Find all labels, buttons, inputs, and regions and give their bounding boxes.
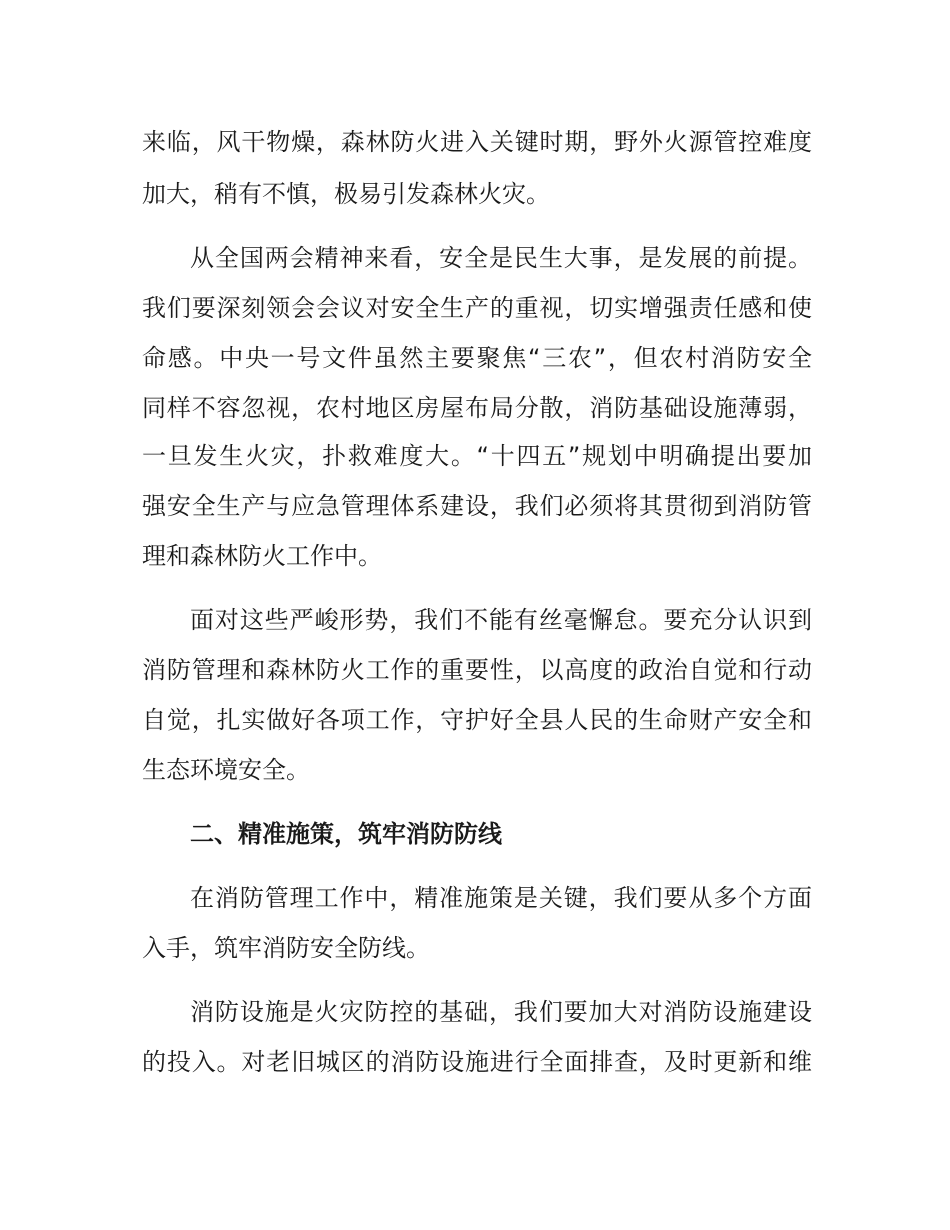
text-line: 理和森林防火工作中。: [142, 542, 382, 570]
text-line: 入手，筑牢消防安全防线。: [142, 934, 430, 962]
text-line: 加大，稍有不慎，极易引发森林火灾。: [142, 180, 550, 208]
text-line: 面对这些严峻形势，我们不能有丝毫懈怠。要充分认识到: [190, 606, 812, 634]
text-line: 自觉，扎实做好各项工作，守护好全县人民的生命财产安全和: [142, 706, 812, 734]
text-line: 来临，风干物燥，森林防火进入关键时期，野外火源管控难度: [142, 128, 812, 156]
text-line: 强安全生产与应急管理体系建设，我们必须将其贯彻到消防管: [142, 492, 812, 520]
text-line: 同样不容忽视，农村地区房屋布局分散，消防基础设施薄弱，: [142, 394, 812, 422]
text-line: 命感。中央一号文件虽然主要聚焦“三农”，但农村消防安全: [142, 344, 812, 372]
text-line: 在消防管理工作中，精准施策是关键，我们要从多个方面: [190, 884, 812, 912]
text-line: 消防设施是火灾防控的基础，我们要加大对消防设施建设: [190, 998, 812, 1026]
text-line: 一旦发生火灾，扑救难度大。“十四五”规划中明确提出要加: [142, 442, 812, 470]
text-line: 我们要深刻领会会议对安全生产的重视，切实增强责任感和使: [142, 294, 812, 322]
text-line: 生态环境安全。: [142, 756, 310, 784]
text-line: 的投入。对老旧城区的消防设施进行全面排查，及时更新和维: [142, 1048, 812, 1076]
text-line: 消防管理和森林防火工作的重要性，以高度的政治自觉和行动: [142, 656, 812, 684]
section-heading: 二、精准施策，筑牢消防防线: [190, 820, 502, 848]
text-line: 从全国两会精神来看，安全是民生大事，是发展的前提。: [190, 244, 812, 272]
